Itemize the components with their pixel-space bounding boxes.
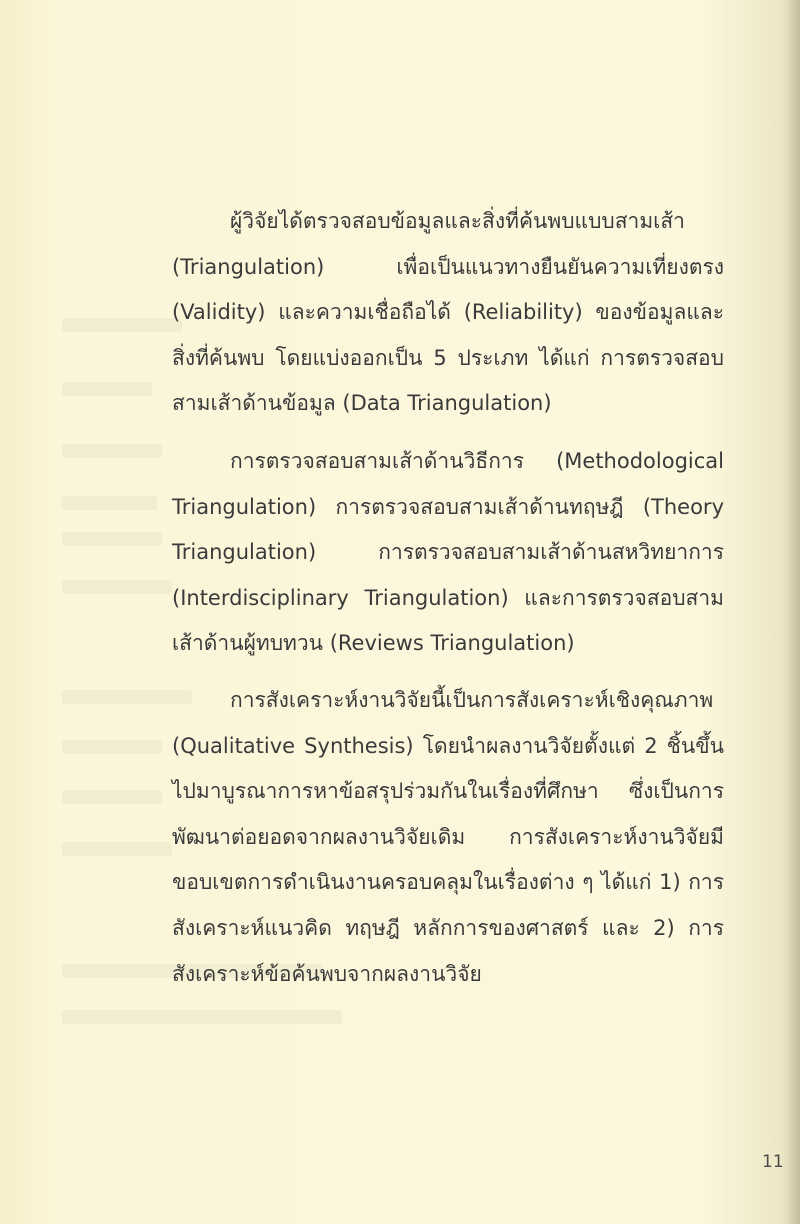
page-number: 11 — [762, 1152, 784, 1172]
page-edge-shadow — [786, 0, 800, 1224]
paragraph-triangulation-types: การตรวจสอบสามเส้าด้านวิธีการ (Methodological Triangulation) การตรวจสอบสามเส้าด้านทฤษฎี (Theory Triangulation) การตรวจสอบสามเส้าด้านสหวิทยาการ (Interdisciplinary Triangulation) และการตรวจสอบสามเส้าด้านผู้ทบทวน (Reviews Triangulation) — [172, 449, 724, 656]
paragraph-qualitative-synthesis: การสังเคราะห์งานวิจัยนี้เป็นการสังเคราะห์เชิงคุณภาพ (Qualitative Synthesis) โดยนำผลงานวิจัยตั้งแต่ 2 ชิ้นขึ้นไปมาบูรณาการหาข้อสรุปร่วมกันในเรื่องที่ศึกษา ซึ่งเป็นการพัฒนาต่อยอดจากผลงานวิจัยเดิม การสังเคราะห์งานวิจัยมีขอบเขตการดำเนินงานครอบคลุมในเรื่องต่าง ๆ ได้แก่ 1) การสังเคราะห์แนวคิด ทฤษฎี หลักการของศาสตร์ และ 2) การสังเคราะห์ข้อค้นพบจากผลงานวิจัย — [172, 688, 724, 986]
paragraph-triangulation: ผู้วิจัยได้ตรวจสอบข้อมูลและสิ่งที่ค้นพบแบบสามเส้า (Triangulation) เพื่อเป็นแนวทางยืนยันความเที่ยงตรง (Validity) และความเชื่อถือได้ (Reliability) ของข้อมูลและสิ่งที่ค้นพบ โดยแบ่งออกเป็น 5 ประเภท ได้แก่ การตรวจสอบสามเส้าด้านข้อมูล (Data Triangulation) — [172, 209, 724, 416]
